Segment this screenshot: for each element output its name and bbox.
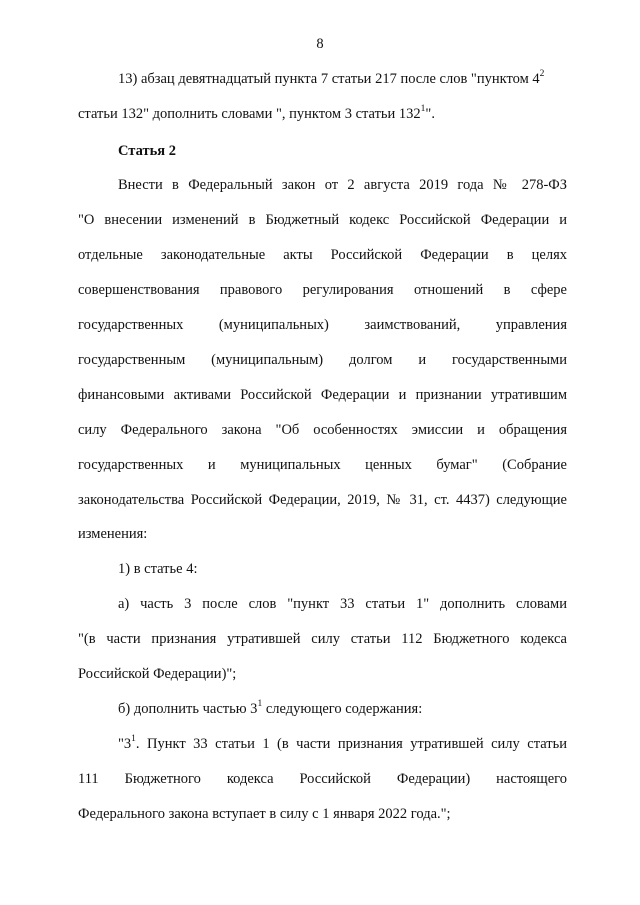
part-3-1-text: "3 [118, 736, 132, 752]
part-3-1-line-2: 111 Бюджетного кодекса Российской Федерации) настоящего [78, 771, 567, 787]
item-b [118, 700, 567, 718]
article-2-line: финансовыми активами Российской Федерации и признании утратившим [78, 387, 567, 403]
part-3-1-text-end: . Пункт 33 статьи 1 (в части признания утратившей силу статьи [135, 736, 567, 752]
article-2-line: "О внесении изменений в Бюджетный кодекс Российской Федерации и [78, 212, 567, 228]
superscript: 1 [131, 734, 136, 745]
item-a-line: Российской Федерации)"; [78, 666, 237, 682]
item-13-text: статьи 132" дополнить словами ", пунктом 3 статьи 132 [78, 106, 421, 122]
item-13-text-end: ". [425, 106, 435, 122]
article-2-heading: Статья 2 [118, 143, 176, 159]
article-2-line: законодательства Российской Федерации, 2019, № 31, ст. 4437) следующие [78, 492, 567, 508]
article-2-line: Внести в Федеральный закон от 2 августа 2019 года № 278-ФЗ [118, 177, 567, 193]
article-2-line: государственных (муниципальных) заимствований, управления [78, 317, 567, 333]
superscript: 2 [539, 69, 545, 80]
article-2-line: совершенствования правового регулирования отношений в сфере [78, 282, 567, 298]
item-13-line-1 [118, 70, 567, 88]
item-13-text: 13) абзац девятнадцатый пункта 7 статьи 217 после слов "пунктом 4 [118, 71, 540, 87]
superscript: 1 [257, 699, 263, 710]
article-2-line: государственных и муниципальных ценных бумаг" (Собрание [78, 457, 567, 473]
item-13-line-2 [78, 105, 567, 123]
item-a-line: "(в части признания утратившей силу статьи 112 Бюджетного кодекса [78, 631, 567, 647]
part-3-1-line-1 [118, 735, 567, 753]
item-b-text: б) дополнить частью 3 [118, 701, 258, 717]
article-2-line: силу Федерального закона "Об особенностях эмиссии и обращения [78, 422, 567, 438]
item-a-line: а) часть 3 после слов "пункт 33 статьи 1" дополнить словами [118, 596, 567, 612]
item-b-text-end: следующего содержания: [262, 701, 423, 717]
article-2-line: изменения: [78, 526, 148, 542]
superscript: 1 [420, 104, 426, 115]
article-2-line: государственным (муниципальным) долгом и государственными [78, 352, 567, 368]
page-number: 8 [316, 36, 324, 52]
part-3-1-line-3: Федерального закона вступает в силу с 1 января 2022 года."; [78, 806, 451, 822]
item-1: 1) в статье 4: [118, 561, 198, 577]
article-2-line: отдельные законодательные акты Российской Федерации в целях [78, 247, 567, 263]
